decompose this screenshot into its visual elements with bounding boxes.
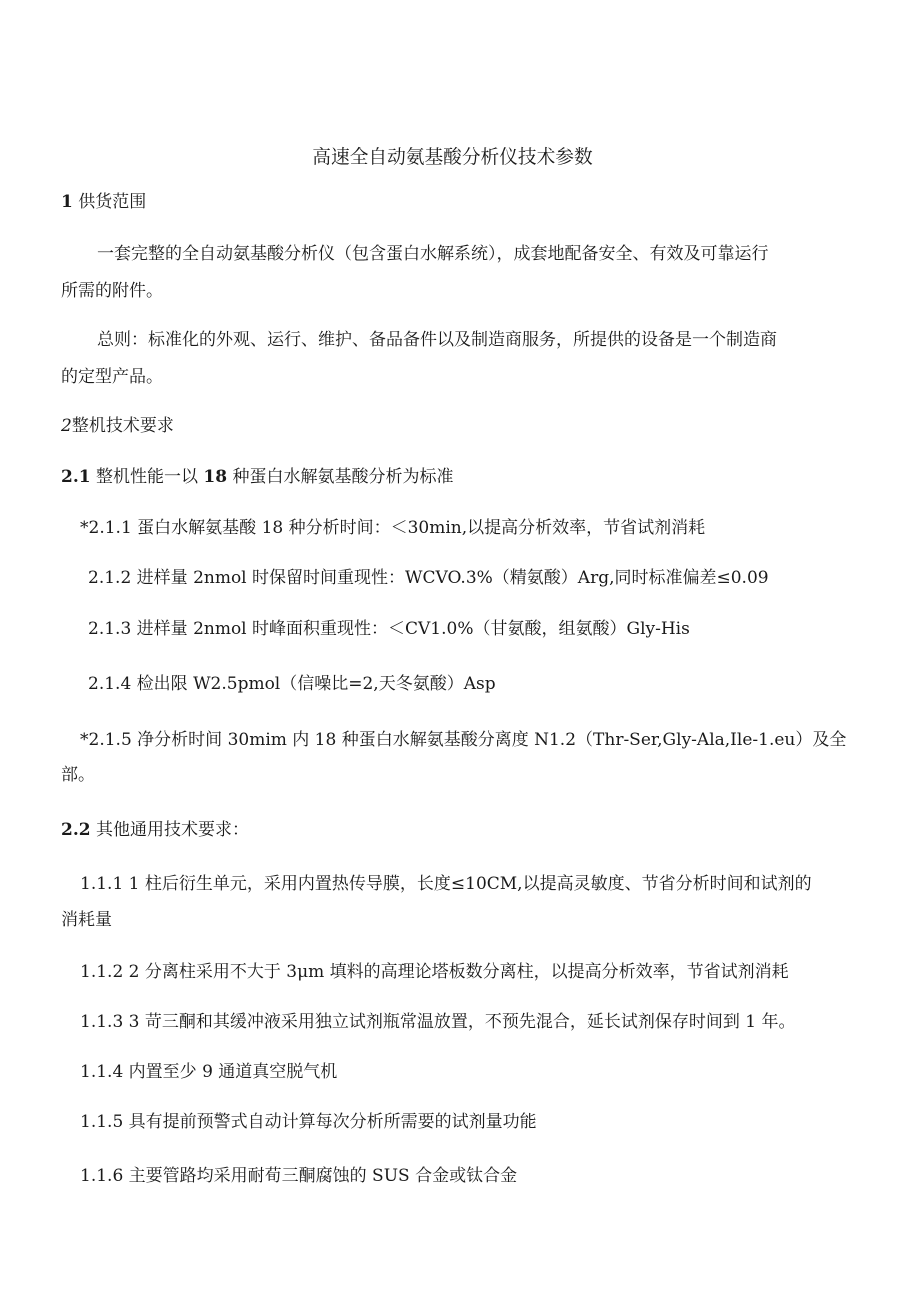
section-heading-text: 供货范围 — [78, 192, 147, 212]
list-item: 2.1.3 进样量 2nmol 时峰面积重现性：＜CV1.0%（甘氨酸，组氨酸）Gly-His — [88, 619, 690, 639]
section-number: 2.2 — [61, 820, 91, 840]
section-number: 2.1 — [61, 467, 91, 487]
section-heading-text: 整机性能一以 — [95, 467, 198, 487]
list-item-continuation: 消耗量 — [61, 910, 112, 930]
section-2-2-heading — [61, 818, 249, 842]
paragraph-line: 所需的附件。 — [61, 281, 163, 301]
list-item: 2.1.2 进样量 2nmol 时保留时间重现性：WCVO.3%（精氨酸）Arg,同时标准偏差≤0.09 — [88, 568, 769, 588]
section-heading-number: 18 — [203, 467, 228, 487]
list-item: 1.1.1 1 柱后衍生单元，采用内置热传导膜，长度≤10CM,以提高灵敏度、节省分析时间和试剂的 — [80, 874, 812, 894]
list-item: 1.1.3 3 苛三酮和其缓冲液采用独立试剂瓶常温放置，不预先混合，延长试剂保存时间到 1 年。 — [80, 1012, 796, 1032]
list-item: 2.1.4 检出限 W2.5pmol（信噪比=2,天冬氨酸）Asp — [88, 674, 496, 694]
list-item: 1.1.4 内置至少 9 通道真空脱气机 — [80, 1062, 338, 1082]
list-item: *2.1.1 蛋白水解氨基酸 18 种分析时间：＜30min,以提高分析效率，节省试剂消耗 — [80, 518, 706, 538]
document-title: 高速全自动氨基酸分析仪技术参数 — [312, 146, 593, 168]
list-item: *2.1.5 净分析时间 30mim 内 18 种蛋白水解氨基酸分离度 N1.2（Thr-Ser,Gly-Ala,Ile-1.eu）及全 — [80, 730, 847, 750]
section-heading-text: 其他通用技术要求： — [95, 820, 249, 840]
section-heading-text: 种蛋白水解氨基酸分析为标准 — [232, 467, 454, 487]
list-item: 1.1.5 具有提前预警式自动计算每次分析所需要的试剂量功能 — [80, 1112, 537, 1132]
section-number: 1 — [61, 192, 73, 212]
section-2-heading — [61, 414, 174, 438]
list-item: 1.1.6 主要管路均采用耐荀三酮腐蚀的 SUS 合金或钛合金 — [80, 1166, 518, 1186]
list-item-continuation: 部。 — [61, 765, 95, 785]
paragraph-line: 一套完整的全自动氨基酸分析仪（包含蛋白水解系统），成套地配备安全、有效及可靠运行 — [97, 244, 769, 264]
section-2-1-heading — [61, 465, 453, 489]
list-item: 1.1.2 2 分离柱采用不大于 3μm 填料的高理论塔板数分离柱，以提高分析效率，节省试剂消耗 — [80, 962, 789, 982]
paragraph-line: 的定型产品。 — [61, 367, 163, 387]
section-heading-text: 整机技术要求 — [71, 416, 174, 436]
paragraph-line: 总则：标准化的外观、运行、维护、备品备件以及制造商服务，所提供的设备是一个制造商 — [97, 330, 777, 350]
section-number: 2 — [61, 416, 72, 436]
section-1-heading — [61, 190, 146, 214]
